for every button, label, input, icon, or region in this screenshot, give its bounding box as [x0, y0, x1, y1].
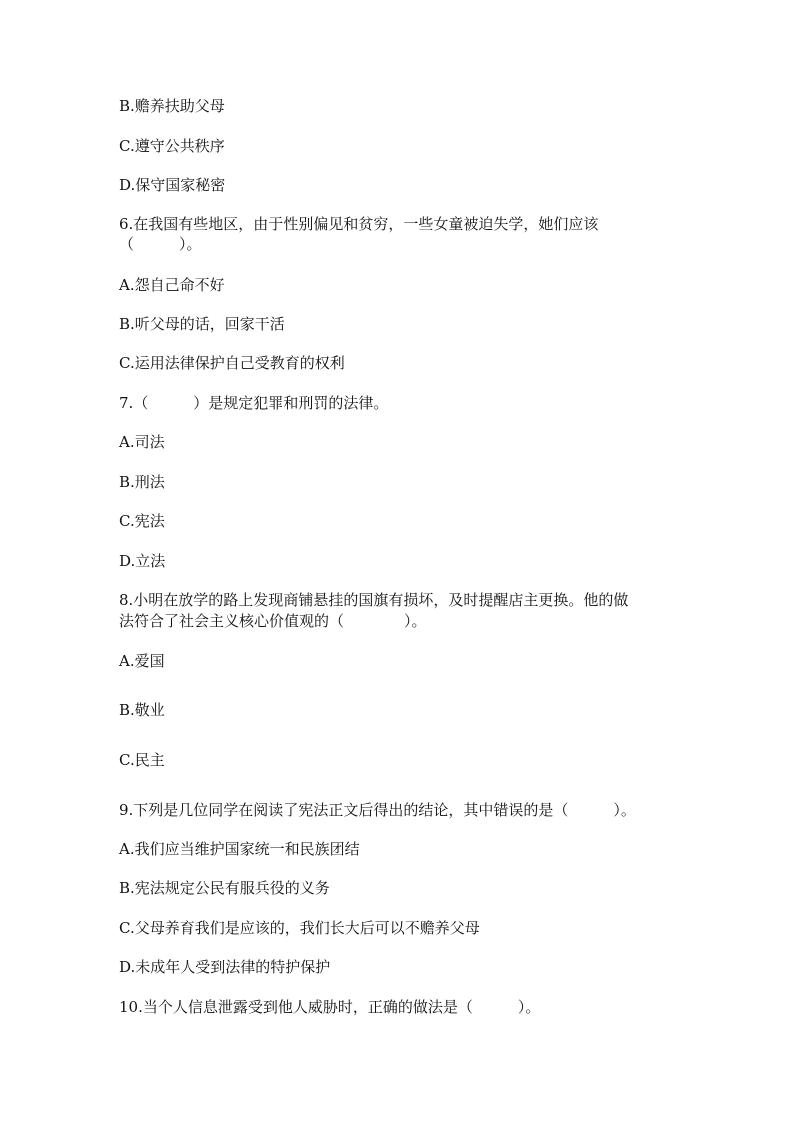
- q7-option-d: D.立法: [119, 552, 166, 570]
- q9-option-d: D.未成年人受到法律的特护保护: [119, 958, 331, 976]
- q5-option-d: D.保守国家秘密: [119, 176, 226, 194]
- q10-stem: 10.当个人信息泄露受到他人威胁时，正确的做法是（ ）。: [119, 998, 541, 1016]
- q5-option-c: C.遵守公共秩序: [119, 137, 225, 155]
- q7-stem: 7.（ ）是规定犯罪和刑罚的法律。: [119, 394, 389, 412]
- q8-option-b: B.敬业: [119, 701, 165, 719]
- q9-option-a: A.我们应当维护国家统一和民族团结: [119, 840, 360, 858]
- q9-stem: 9.下列是几位同学在阅读了宪法正文后得出的结论，其中错误的是（ ）。: [119, 801, 636, 819]
- q9-option-c: C.父母养育我们是应该的，我们长大后可以不赡养父母: [119, 919, 480, 937]
- q7-option-c: C.宪法: [119, 512, 165, 530]
- q5-option-b: B.赡养扶助父母: [119, 97, 225, 115]
- q8-stem-line1: 8.小明在放学的路上发现商铺悬挂的国旗有损坏，及时提醒店主更换。他的做: [119, 591, 629, 609]
- q6-option-b: B.听父母的话，回家干活: [119, 315, 285, 333]
- q6-stem-line1: 6.在我国有些地区，由于性别偏见和贫穷，一些女童被迫失学，她们应该: [119, 215, 599, 233]
- q8-stem-line2: 法符合了社会主义核心价值观的（ ）。: [119, 612, 427, 630]
- q7-option-a: A.司法: [119, 433, 165, 451]
- q8-option-a: A.爱国: [119, 652, 165, 670]
- q8-option-c: C.民主: [119, 751, 165, 769]
- q9-option-b: B.宪法规定公民有服兵役的义务: [119, 879, 330, 897]
- q6-stem-line2: （ ）。: [119, 235, 202, 253]
- q7-option-b: B.刑法: [119, 473, 165, 491]
- q6-option-c: C.运用法律保护自己受教育的权利: [119, 354, 345, 372]
- q6-option-a: A.怨自己命不好: [119, 276, 225, 294]
